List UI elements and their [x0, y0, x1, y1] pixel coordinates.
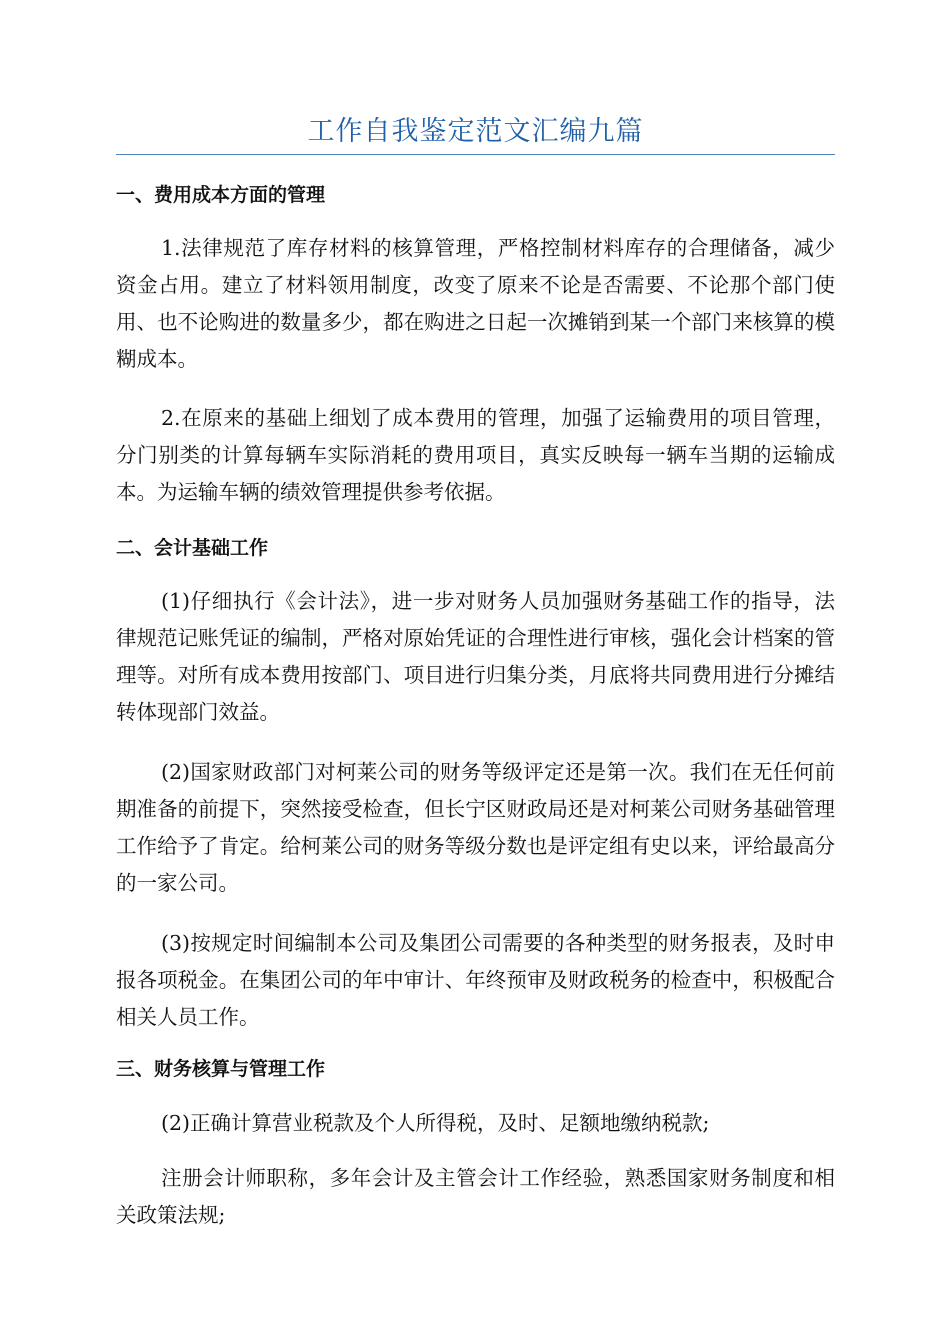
section-heading-cost-management: 一、费用成本方面的管理	[116, 184, 326, 206]
paragraph-accounting-law: (1)仔细执行《会计法》，进一步对财务人员加强财务基础工作的指导，法律规范记账凭证的编制，严格对原始凭证的合理性进行审核，强化会计档案的管理等。对所有成本费用按部门、项目进行归集分类，月底将共同费用进行分摊结转体现部门效益。	[116, 589, 835, 724]
paragraph-financial-reports: (3)按规定时间编制本公司及集团公司需要的各种类型的财务报表，及时申报各项税金。在集团公司的年中审计、年终预审及财政税务的检查中，积极配合相关人员工作。	[116, 931, 835, 1029]
paragraph-transport-cost: 2.在原来的基础上细划了成本费用的管理，加强了运输费用的项目管理，分门别类的计算每辆车实际消耗的费用项目，真实反映每一辆车当期的运输成本。为运输车辆的绩效管理提供参考依据。	[116, 406, 835, 504]
paragraph-tax-payment: (2)正确计算营业税款及个人所得税，及时、足额地缴纳税款;	[161, 1111, 710, 1135]
section-heading-financial-accounting: 三、财务核算与管理工作	[116, 1058, 326, 1080]
title-underline	[116, 154, 835, 155]
paragraph-qualifications: 注册会计师职称，多年会计及主管会计工作经验，熟悉国家财务制度和相关政策法规;	[116, 1166, 835, 1227]
document-title: 工作自我鉴定范文汇编九篇	[307, 116, 644, 147]
paragraph-financial-rating: (2)国家财政部门对柯莱公司的财务等级评定还是第一次。我们在无任何前期准备的前提下，突然接受检查，但长宁区财政局还是对柯莱公司财务基础管理工作给予了肯定。给柯莱公司的财务等级分数也是评定组有史以来，评给最高分的一家公司。	[116, 760, 835, 895]
section-heading-accounting-basics: 二、会计基础工作	[116, 537, 269, 559]
paragraph-inventory-accounting: 1.法律规范了库存材料的核算管理，严格控制材料库存的合理储备，减少资金占用。建立了材料领用制度，改变了原来不论是否需要、不论那个部门使用、也不论购进的数量多少，都在购进之日起一次摊销到某一个部门来核算的模糊成本。	[116, 236, 835, 371]
